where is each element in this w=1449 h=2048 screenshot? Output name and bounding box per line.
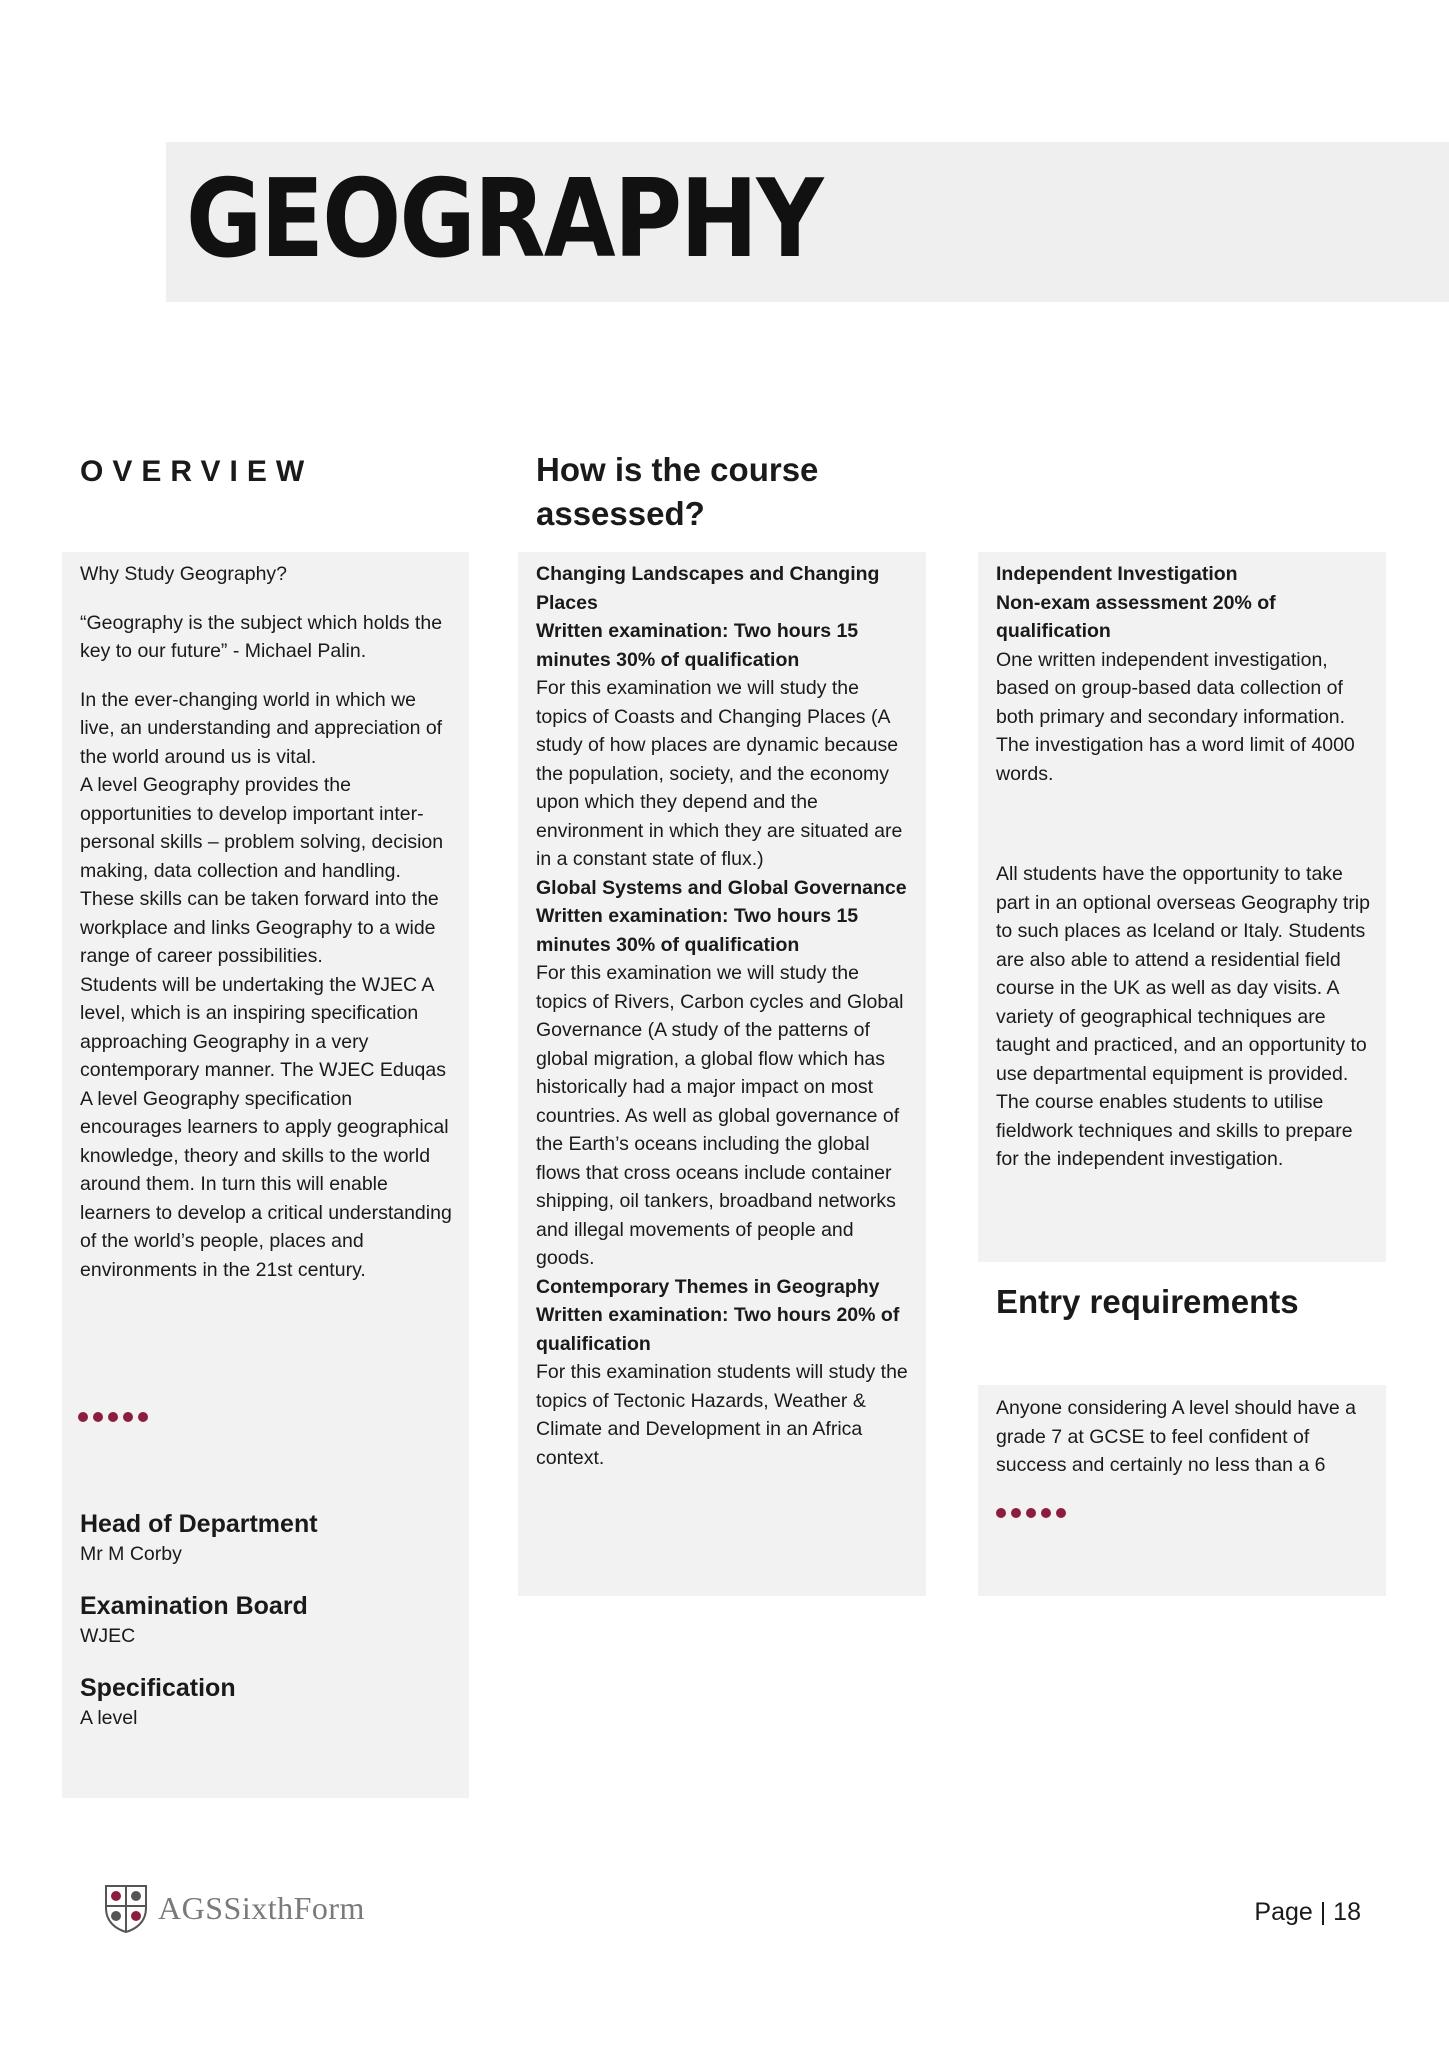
overview-dots-decoration	[78, 1412, 148, 1422]
unit-1-description: For this examination we will study the topics of Coasts and Changing Places (A study of how places are dynamic because the population, society, and the economy upon which they depend and the environment in which they are situated are in a constant state of flux.)	[536, 677, 903, 870]
board-value: WJEC	[80, 1625, 136, 1647]
fieldwork-column	[996, 860, 1374, 1174]
assessment-column	[536, 560, 911, 1472]
entry-requirements-text: Anyone considering A level should have a grade 7 at GCSE to feel confident of success and certainly no less than a 6	[996, 1397, 1356, 1476]
head-of-department	[80, 1508, 450, 1568]
investigation-title: Independent Investigation	[996, 563, 1238, 585]
palin-quote: “Geography is the subject which holds the key to our future” - Michael Palin.	[80, 611, 443, 662]
overview-column	[80, 560, 452, 1284]
unit-2-title: Global Systems and Global Governance	[536, 876, 907, 899]
unit-3-title: Contemporary Themes in Geography	[536, 1275, 880, 1298]
entry-dots-decoration	[996, 1508, 1066, 1518]
unit-2-exam: Written examination: Two hours 15 minutes 30% of qualification	[536, 905, 859, 956]
spec-value: A level	[80, 1707, 138, 1729]
investigation-nea: Non-exam assessment 20% of qualification	[996, 591, 1276, 642]
unit-3-description: For this examination students will study the topics of Tectonic Hazards, Weather & Climate and Development in an Africa context.	[536, 1361, 908, 1469]
overview-wjec-paragraph: Students will be undertaking the WJEC A level, which is an inspiring specification approaching Geography in a very contemporary manner. The WJEC Eduqas A level Geography specification encourages learners to apply geographical knowledge, theory and skills to the world around them. In turn this will enable learners to develop a critical understanding of the world’s people, places and environments in the 21st century.	[80, 973, 452, 1281]
overview-heading: OVERVIEW	[80, 455, 314, 488]
examination-board	[80, 1590, 450, 1650]
fieldwork-paragraph: All students have the opportunity to take part in an optional overseas Geography trip to such places as Iceland or Italy. Students are also able to attend a residential field course in the UK as well as day visits. A variety of geographical techniques are taught and practiced, and an opportunity to use departmental equipment is provided. The course enables students to utilise fieldwork techniques and skills to prepare for the independent investigation.	[996, 863, 1370, 1170]
page-title: GEOGRAPHY	[186, 157, 822, 282]
unit-1-exam: Written examination: Two hours 15 minutes 30% of qualification	[536, 620, 859, 671]
assessment-heading: How is the course assessed?	[536, 451, 819, 532]
page-number: Page | 18	[1254, 1898, 1361, 1926]
unit-1-title: Changing Landscapes and Changing Places	[536, 563, 880, 614]
overview-skills-paragraph: A level Geography provides the opportunities to develop important inter-personal skills – problem solving, decision making, data collection and handling. These skills can be taken forward into the workplace and links Geography to a wide range of career possibilities.	[80, 774, 444, 967]
unit-2-description: For this examination we will study the topics of Rivers, Carbon cycles and Global Governance (A study of the patterns of global migration, a global flow which has historically had a major impact on most countries. As well as global governance of the Earth’s oceans including the global flows that cross oceans include container shipping, oil tankers, broadband networks and illegal movements of people and goods.	[536, 962, 904, 1269]
ags-sixth-form-logo	[102, 1882, 365, 1934]
spec-label: Specification	[80, 1674, 236, 1702]
investigation-column	[996, 560, 1374, 788]
logo-text: AGSSixthForm	[158, 1889, 365, 1926]
entry-requirements-heading: Entry requirements	[996, 1283, 1299, 1320]
why-study-question: Why Study Geography?	[80, 563, 288, 585]
overview-paragraph: In the ever-changing world in which we live, an understanding and appreciation of the world around us is vital.	[80, 688, 443, 768]
investigation-description: One written independent investigation, based on group-based data collection of both primary and secondary information. The investigation has a word limit of 4000 words.	[996, 648, 1355, 785]
entry-column	[996, 1394, 1371, 1480]
crest-icon	[102, 1882, 150, 1934]
unit-3-exam: Written examination: Two hours 20% of qualification	[536, 1304, 900, 1355]
hod-label: Head of Department	[80, 1510, 318, 1538]
board-label: Examination Board	[80, 1592, 308, 1620]
hod-value: Mr M Corby	[80, 1543, 182, 1565]
specification	[80, 1672, 450, 1732]
